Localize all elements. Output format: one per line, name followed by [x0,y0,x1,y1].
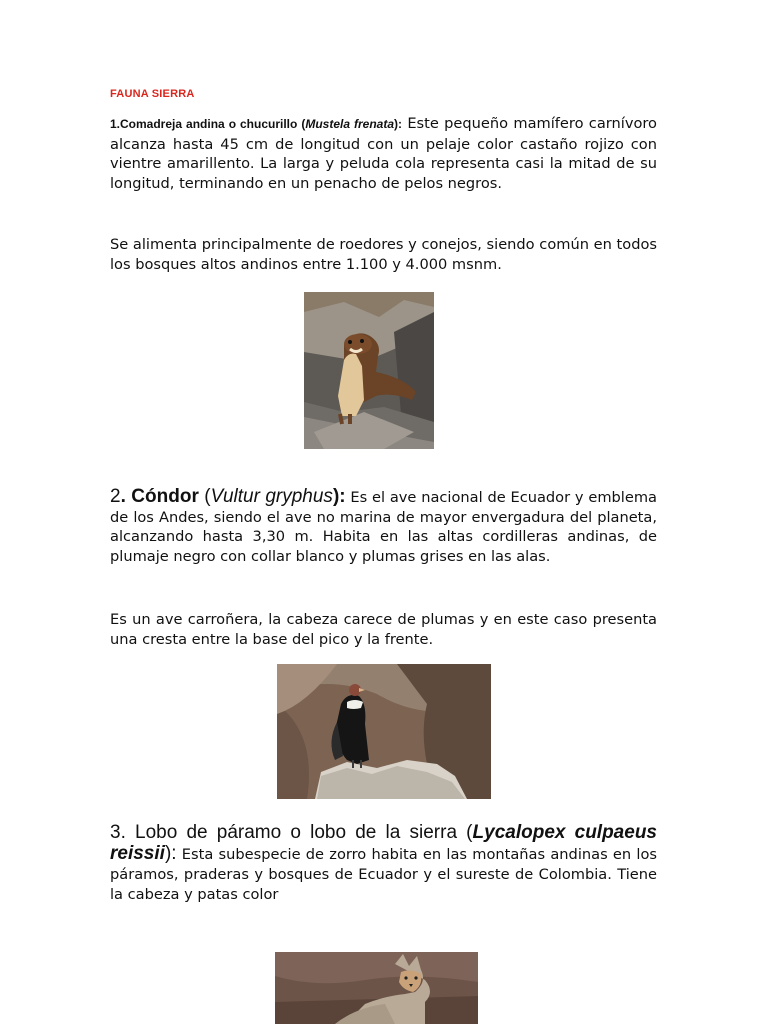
section1-title-close: ): [394,117,403,131]
section1-paragraph-2: Se alimenta principalmente de roedores y conejos, siendo común en todos los bosques altos andinos entre 1.100 y 4.000 msnm. [110,236,657,273]
section2-title-open: ( [198,486,211,507]
section2-paragraph [110,487,657,566]
section2-description: Es el ave nacional de Ecuador y emblema de los Andes, siendo el ave no marina de mayor envergadura del planeta, alcanzando hasta 3,30 m. Habita en las altas cordilleras andinas, de plumaje negro con collar blanco y plumas grises en las alas. [110,489,657,565]
section3-paragraph [110,823,657,905]
section2-paragraph-2: Es un ave carroñera, la cabeza carece de plumas y en este caso presenta una cresta entre la base del pico y la frente. [110,611,657,648]
section1-scientific-name: Mustela frenata [305,117,395,131]
section2-number: 2 [110,486,121,507]
section3-description: Esta subespecie de zorro habita en las montañas andinas en los páramos, praderas y bosques de Ecuador y el sureste de Colombia. Tiene la cabeza y patas color [110,846,657,903]
section1-number: 1. [110,117,121,131]
section1-description: Este pequeño mamífero carnívoro alcanza hasta 45 cm de longitud con un pelaje color castaño rojizo con vientre amarillento. La larga y peluda cola representa casi la mitad de su longitud, terminando en un penacho de pelos negros. [110,115,657,192]
section3-title-close: ): [164,843,177,864]
section2-title: . Cóndor [120,486,199,507]
condor-photo [277,664,491,799]
document-heading: FAUNA SIERRA [110,88,195,100]
section2-title-close: ): [332,486,346,507]
section1-title: Comadreja andina o chucurillo ( [120,117,306,131]
weasel-photo [304,292,434,449]
section1-paragraph [110,114,657,193]
section3-scientific-name: Lycalopex culpaeus reissii [110,822,657,864]
section2-scientific-name: Vultur gryphus [210,486,333,507]
section3-title: 3. Lobo de páramo o lobo de la sierra ( [110,822,473,843]
fox-photo [275,952,478,1024]
